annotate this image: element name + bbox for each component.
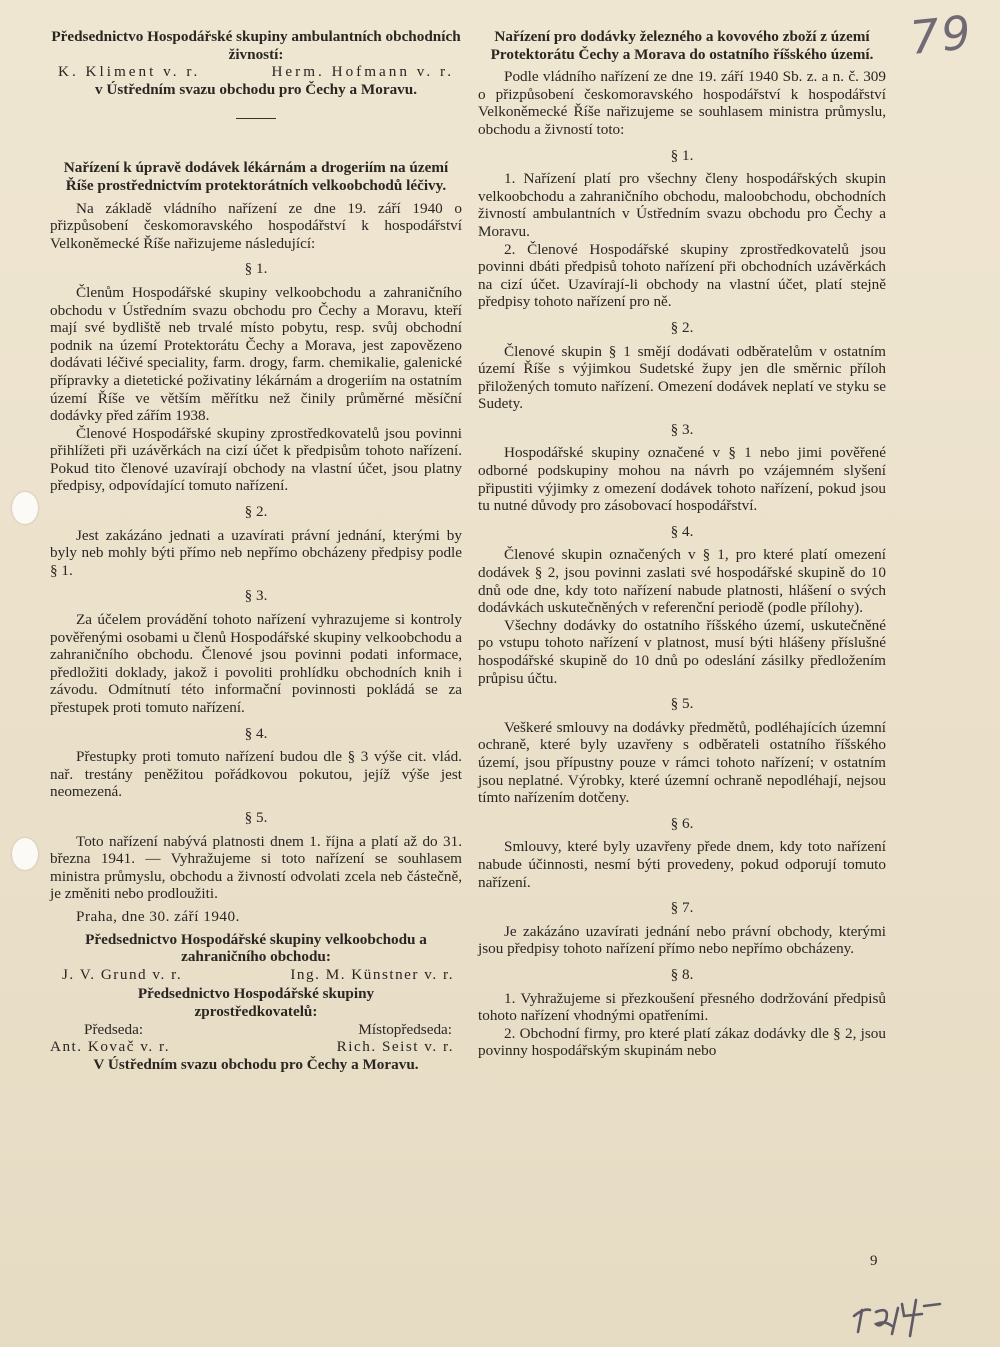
paragraph: 2. Obchodní firmy, pro které platí zákaz dodávky dle § 2, jsou povinny hospodářským skupinám nebo (478, 1024, 886, 1060)
place-date: Praha, dne 30. září 1940. (76, 907, 240, 925)
signatory-name: Rich. Seist v. r. (336, 1038, 454, 1056)
paragraph: Přestupky proti tomuto nařízení budou dle § 3 výše cit. vlád. nař. trestány peněžitou pořádkovou pokutou, jejíž výše jest neomezená. (50, 748, 462, 801)
paragraph: Členové Hospodářské skupiny zprostředkovatelů jsou povinni přihlížeti při uzávěrkách na cizí účet k předpisům tohoto nařízení. Pokud tito členové uzavírají obchody na vlastní účet, jsou platny předpisy, odpovídající tomuto nařízení. (50, 424, 462, 495)
paragraph: Hospodářské skupiny označené v § 1 nebo jimi pověřené odborné podskupiny mohou na návrh po vzájemném slyšení připustiti výjimky z omezení dodávek tohoto nařízení, pokud jsou tu nutné důvody pro zásobovací hospodářství. (478, 444, 886, 515)
regulation-title: Nařízení pro dodávky železného a kovového zboží z území Protektorátu Čechy a Morava do ostatního říšského území. (490, 28, 874, 63)
section-heading: § 5. (670, 695, 694, 713)
section-heading: § 8. (670, 965, 694, 983)
signatory-name: Ing. M. Künstner v. r. (290, 965, 454, 983)
signatory-name: K. Kliment v. r. (58, 63, 201, 81)
paragraph: 2. Členové Hospodářské skupiny zprostředkovatelů jsou povinni dbáti předpisů tohoto nařízení při obchodních uzávěrkách na cizí účet. Uzavírají-li obchody na vlastní účet, platí stejně předpisy tohoto nařízení pro ně. (478, 240, 886, 311)
paragraph: Členové skupin označených v § 1, pro které platí omezení dodávek § 2, jsou povinni zaslati své hospodářské skupině do 10 dnů ode dne, kdy toto nařízení nabude platnosti, hlášení o svých dodávkách uskutečněných v referenční periodě (podle přílohy). (478, 546, 886, 617)
paragraph: Je zakázáno uzavírati jednání nebo právní obchody, kterými jsou předpisy tohoto nařízení přímo nebo nepřímo obcházeny. (478, 922, 886, 958)
page-number: 9 (870, 1253, 878, 1269)
paragraph: Členům Hospodářské skupiny velkoobchodu a zahraničního obchodu v Ústředním svazu obchodu pro Čechy a Moravu, kteří mají své bydliště neb trvalé místo pobytu, resp. svůj obchodní podnik na území Protektorátu Čechy a Morava, jest zapovězeno dodávati léčivé speciality, farm. drogy, farm. chemikalie, galenické přípravky a dietetické poživatiny lékárnám a drogeriím na ostatním území Říše ve větším měřítku než činily průměrné měsíční dodávky před zářím 1938. (50, 283, 462, 425)
section-heading: § 1. (244, 260, 268, 278)
paragraph: Všechny dodávky do ostatního říšského území, uskutečněné po vstupu tohoto nařízení v platnost, musí býti hlášeny příslušné hospodářské skupině do 10 dnů po odeslání zásilky předložením průpisu účtu. (478, 616, 886, 687)
regulation-title: Nařízení k úpravě dodávek lékárnám a drogeriím na území Říše prostřednictvím protektorátních velkoobchodů léčivy. (63, 159, 449, 194)
signatory-name: J. V. Grund v. r. (62, 965, 183, 983)
section-heading: § 4. (670, 522, 694, 540)
paragraph: Veškeré smlouvy na dodávky předmětů, podléhajících územní ochraně, které byly uzavřeny s odběrateli ostatního říšského území, jsou přípustny pouze v rámci tohoto nařízení; v ostatním jsou neplatné. Výrobky, které územní ochraně nepodléhají, nejsou tímto nařízením dotčeny. (478, 718, 886, 807)
signatories (50, 966, 462, 984)
pencil-annotation-bottom (846, 1286, 946, 1343)
paragraph: Toto nařízení nabývá platnosti dnem 1. října a platí až do 31. března 1941. — Vyhražujeme si toto nařízení se souhlasem ministra průmyslu, obchodu a živností odvolati zcela neb částečně, je změniti nebo prodloužiti. (50, 832, 462, 903)
section-heading: § 4. (244, 724, 268, 742)
section-heading: § 6. (670, 814, 694, 832)
handwritten-number-graphic (846, 1286, 946, 1338)
section-heading: § 7. (670, 899, 694, 917)
paragraph: Členové skupin § 1 smějí dodávati odběratelům v ostatním území Říše s výjimkou Sudetské župy jen dle směrnic příloh přiložených tomuto nařízení. Omezení dodávek neplatí ve styku se Sudety. (478, 342, 886, 413)
top-signature-heading: Předsednictvo Hospodářské skupiny ambulantních obchodních živností: (51, 28, 461, 63)
punch-hole (12, 492, 38, 524)
signatory-name: Ant. Kovač v. r. (50, 1038, 171, 1056)
section-heading: § 5. (244, 808, 268, 826)
right-column (478, 28, 886, 1060)
signature-heading: Předsednictvo Hospodářské skupiny zprostředkovatelů: (137, 985, 375, 1020)
paragraph: Smlouvy, které byly uzavřeny přede dnem, kdy toto nařízení nabude účinnosti, nesmí býti provedeny, pokud odporují tomuto nařízení. (478, 838, 886, 891)
paragraph: Za účelem provádění tohoto nařízení vyhrazujeme si kontroly pověřenými osobami u členů Hospodářské skupiny velkoobchodu a zahraničního obchodu. Členové jsou povinni podati informace, předložiti doklady, jakož i povoliti prohlídku obchodních knih i závodu. Odmítnutí této informační povinnosti pokládá se za přestupek proti tomuto nařízení. (50, 611, 462, 716)
regulation-intro: Na základě vládního nařízení ze dne 19. září 1940 o přizpůsobení českomoravského hospodářství k hospodářství Velkoněmecké Říše nařizujeme následující: (50, 199, 462, 252)
paragraph: 1. Nařízení platí pro všechny členy hospodářských skupin velkoobchodu a zahraničního obchodu, maloobchodu, obchodních živností ambulantních v Ústředním svazu obchodu pro Čechy a Moravu. (478, 170, 886, 240)
section-heading: § 2. (244, 503, 268, 521)
signatories (50, 1038, 462, 1056)
top-signature-org: v Ústředním svazu obchodu pro Čechy a Moravu. (94, 80, 418, 98)
section-heading: § 1. (670, 146, 694, 164)
top-signatories (50, 63, 462, 81)
signatory-role: Předseda: (84, 1020, 144, 1038)
regulation-intro: Podle vládního nařízení ze dne 19. září 1940 Sb. z. a n. č. 309 o přizpůsobení českomoravského hospodářství k hospodářství Velkoněmecké Říše nařizujeme se souhlasem ministra průmyslu, obchodu a živností toto: (478, 68, 886, 138)
section-heading: § 3. (244, 587, 268, 605)
section-heading: § 2. (670, 318, 694, 336)
pencil-annotation-top: 79 (907, 4, 976, 66)
signature-org: V Ústředním svazu obchodu pro Čechy a Moravu. (93, 1055, 419, 1073)
section-heading: § 3. (670, 420, 694, 438)
paragraph: Jest zakázáno jednati a uzavírati právní jednání, kterými by byly neb mohly býti přímo neb nepřímo obcházeny předpisy podle § 1. (50, 526, 462, 579)
signatory-name: Herm. Hofmann v. r. (271, 63, 454, 81)
paragraph: 1. Vyhražujeme si přezkoušení přesného dodržování předpisů tohoto nařízení vhodnými opatřeními. (478, 989, 886, 1025)
section-divider (236, 118, 276, 119)
signature-heading: Předsednictvo Hospodářské skupiny velkoobchodu a zahraničního obchodu: (85, 930, 427, 966)
signatory-roles (50, 1021, 462, 1039)
punch-hole (12, 838, 38, 870)
signatory-role: Místopředseda: (358, 1020, 452, 1038)
left-column (50, 28, 462, 1073)
